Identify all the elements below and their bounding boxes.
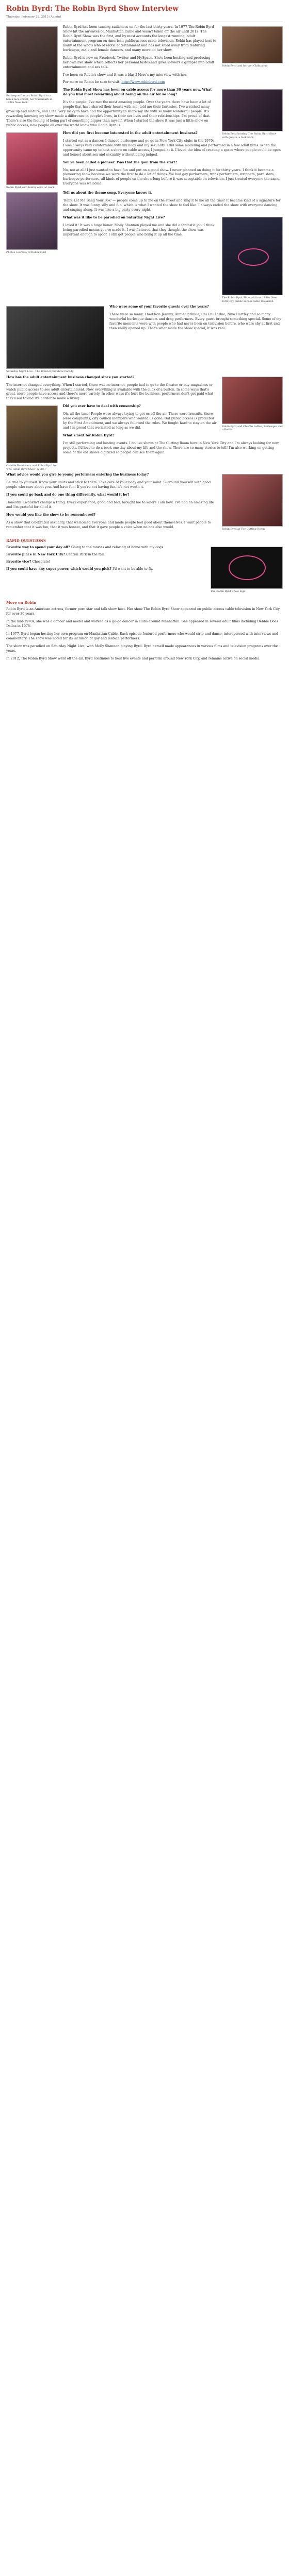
figure-6 xyxy=(222,217,283,303)
figure-caption: Robin Byrd with bunny ears, at work xyxy=(6,185,55,189)
figure-caption: Robin Byrd and her pet Chihuahua xyxy=(222,64,268,68)
logo-ring xyxy=(229,555,266,580)
question-text: What was it like to be parodied on Saturday Night Live? xyxy=(63,216,165,220)
photo-show-guests xyxy=(222,89,283,131)
figure-caption: Burlesque Dancer Robin Byrd in a black lace corset, her trademark in 1980s New York. xyxy=(6,94,53,105)
bio-paragraph: In 1977, Byrd began hosting her own program on Manhattan Cable. Each episode featured performers who would strip and dance, interspersed with interviews and commentary. The show was noted for its inclusion of gay and lesbian performers. xyxy=(6,632,279,640)
figure-caption: Photos courtesy of Robin Byrd xyxy=(6,251,46,255)
photo-chihuahua xyxy=(222,26,283,63)
rapid-question: Favorite way to spend your day off? xyxy=(6,545,71,549)
question-text: You've been called a pioneer. Was that the goal from the start? xyxy=(63,160,178,164)
answer-text: The internet changed everything. When I started, there was no internet, people had to go to the theater or buy magazines or watch public access to see adult entertainment. Now everything is available with the click of a button. In some ways that's great, more people have access and there's more variety. In other ways it's hurt the business, performers don't get paid what they used to and it's harder to make a living. xyxy=(6,383,214,401)
answer-text: 'Baby, Let Me Bang Your Box' — people come up to me on the street and sing it to me all the time! It became kind of a signature for the show. It was funny, silly and fun, which is what I wanted the show to feel like. I always ended the show with everyone dancing and singing along. It was like a big party every night. xyxy=(63,199,281,212)
question-text: How did you first become interested in the adult entertainment business? xyxy=(63,131,198,135)
article-title: Robin Byrd: The Robin Byrd Show Interview xyxy=(6,5,179,13)
rapid-question: Favorite place in New York City? xyxy=(6,552,66,556)
show-logo xyxy=(238,248,269,266)
rapid-answer: Chocolate! xyxy=(32,560,51,564)
figure-11 xyxy=(211,547,283,594)
link-pre: For more on Robin be sure to visit: xyxy=(63,80,121,84)
rapid-answer: Going to the movies and relaxing at home with my dogs. xyxy=(71,545,165,549)
photo-chi-chi-larue xyxy=(222,377,283,424)
figure-1 xyxy=(6,26,58,105)
figure-9 xyxy=(6,405,58,471)
answer-text: It's the people. I've met the most amazing people. Over the years there have been a lot of people that have shared their hearts with me, told me their fantasies, I've watched many grow up and mature, and I feel very lucky to have had the opportunity to share my life with so many wonderful people. It's rewarding knowing my show made a difference in people's lives, in their sex lives and their relationships. I'm proud of that. There's also the feeling of being part of something bigger than myself. When I started the show it was just a little show on public access, now people all over the world know who Robin Byrd is. xyxy=(6,100,211,127)
question-text: How has the adult entertainment business changed since you started? xyxy=(6,375,135,379)
photo-show-ad xyxy=(222,217,283,295)
question-text: If you could go back and do one thing differently, what would it be? xyxy=(6,493,130,497)
figure-caption: Camille Boudreaux and Robin Byrd for 'The Robin Byrd Show' (2005) xyxy=(6,464,57,471)
photo-bunny-ears xyxy=(6,132,58,185)
bio-heading: More on Robin xyxy=(6,600,37,605)
figure-caption: Saturday Night Live - The Robin Byrd Show Parody xyxy=(6,370,74,374)
answer-text: I started out as a dancer. I danced burlesque and go-go in New York City clubs in the 1970s. I was always very comfortable with my body and my sexuality. I did some modeling and performed in a few adult films. When the opportunity came up to host a show on cable access, I jumped at it. I loved the idea of creating a space where people could be open and honest about sex and sexuality without being judged. xyxy=(63,139,281,157)
bio-paragraph: In the mid-1970s, she was a dancer and model and worked as a go-go dancer in clubs around Manhattan. She appeared in several adult films including Debbie Does Dallas in 1978. xyxy=(6,620,278,629)
answer-text: I loved it! It was a huge honor. Molly Shannon played me and she did a fantastic job. I think being parodied means you've made it. I was flattered that they thought the show was important enough to spoof. I still get people who bring it up all the time. xyxy=(63,224,215,236)
figure-10 xyxy=(222,474,283,531)
article-date: Thursday, February 28, 2013 (Admin) xyxy=(6,15,61,19)
figure-5 xyxy=(6,192,58,255)
question-text: Did you ever have to deal with censorship? xyxy=(63,404,141,409)
answer-text: Be true to yourself. Know your limits and stick to them. Take care of your body and your mind. Surround yourself with good people who care about you. And have fun! If you're not having fun, it's not worth it. xyxy=(6,481,211,489)
figure-2 xyxy=(222,26,283,68)
bio-section xyxy=(6,607,283,661)
question-text: Who were some of your favorite guests over the years? xyxy=(109,305,209,309)
question-text: What advice would you give to young performers entering the business today? xyxy=(6,473,149,477)
figure-caption: Robin Byrd hosting The Robin Byrd Show with guests, a look back xyxy=(222,132,277,139)
figure-3 xyxy=(222,89,283,139)
answer-text: There were so many. I had Ron Jeremy, Annie Sprinkle, Chi Chi LaRue, Nina Hartley and so many wonderful burlesque dancers and drag performers. Every guest brought something special. Some of my favorite moments were with people who had never been on television before, who were shy at first and then really opened up. That's what made the show special, it was real. xyxy=(109,313,281,330)
article-body xyxy=(0,22,289,662)
bio-paragraph: The show was parodied on Saturday Night Live, with Molly Shannon playing Byrd. Byrd herself made appearances in various films and television programs over the years. xyxy=(6,644,278,653)
intro-paragraph: Robin Byrd is now on Facebook, Twitter and MySpace. She's been hosting and producing her own live show which reflects her personal tastes and gives viewers a glimpse into adult entertainment and sex talk. xyxy=(63,56,214,69)
answer-text: As a show that celebrated sexuality, that welcomed everyone and made people feel good about themselves. I want people to remember that it was fun, that it was honest, and that it gave people a voice when no one else would. xyxy=(6,520,211,529)
photo-camille xyxy=(6,405,58,463)
intro-paragraph: Robin Byrd has been turning audiences on for the last thirty years. In 1977 The Robin Byrd Show hit the airwaves on Manhattan Cable and wasn't taken off the air until 2012. The Robin Byrd Show was the first, and by most accounts the longest running, adult entertainment program on American public access cable television. Robin has played host to many of the who's who of erotic entertainment and has not shied away from featuring burlesque, male and female dancers, and many more on her show. xyxy=(63,25,216,52)
figure-caption: The Robin Byrd Show logo xyxy=(211,589,246,593)
rapid-question: Favorite vice? xyxy=(6,560,31,564)
rapid-question: If you could have any super power, which would you pick? xyxy=(6,567,111,571)
photo-corset xyxy=(6,26,58,93)
website-link[interactable]: http://www.robinbyrd.com xyxy=(121,80,165,84)
answer-text: Oh, all the time! People were always trying to get us off the air. There were lawsuits, there were complaints, city council members who wanted us gone. But public access is protected by the First Amendment, and we always followed the rules. We fought hard to stay on the air and I'm proud that we lasted as long as we did. xyxy=(63,412,217,430)
answer-text: I'm still performing and hosting events. I do live shows at The Cutting Room here in New York City and I'm always looking for new projects. I'd love to do a book one day about my life and the show. There are so many stories to tell! I'm also working on getting some of the old shows digitized so people can see them again. xyxy=(63,441,279,454)
question-text: How would you like the show to be remembered? xyxy=(6,513,95,517)
photo-show-logo xyxy=(211,547,283,589)
figure-caption: The Robin Byrd Show ad from 1990s New York City public access cable television xyxy=(222,296,277,303)
question-text: Tell us about the theme song. Everyone knows it. xyxy=(63,191,152,195)
bio-paragraph: In 2012, The Robin Byrd Show went off the air. Byrd continues to host live events and perform around New York City, and remains active on social media. xyxy=(6,656,261,660)
figure-7 xyxy=(6,306,104,374)
intro-text: I've been on Robin's show and it was a blast! Here's my interview with her. xyxy=(63,73,187,77)
answer-text: Honestly, I wouldn't change a thing. Every experience, good and bad, brought me to where I am now. I've had an amazing life and I'm grateful for all of it. xyxy=(6,501,214,510)
figure-caption: Robin Byrd at The Cutting Room xyxy=(222,528,265,531)
rapid-fire-heading: RAPID QUESTIONS xyxy=(6,538,46,543)
question-text: The Robin Byrd Show has been on cable access for more than 30 years now. What do you find most rewarding about being on the air for so long? xyxy=(63,88,212,97)
photo-snl-parody xyxy=(6,306,104,369)
bio-paragraph: Robin Byrd is an American actress, former porn star and talk show host. Her show The Robin Byrd Show appeared on public access cable television in New York City for over 30 years. xyxy=(6,607,280,616)
photo-courtesy xyxy=(6,192,58,250)
photo-cutting-room xyxy=(222,474,283,527)
question-text: What's next for Robin Byrd? xyxy=(63,434,115,438)
rapid-answer: Central Park in the fall. xyxy=(66,552,105,556)
rapid-answer: I'd want to be able to fly. xyxy=(112,567,153,571)
answer-text: No, not at all! I just wanted to have fun and put on a good show. I never planned on doing it for thirty years. I think it became a pioneering show because we were the first to do a lot of things. We had gay performers, trans performers, strippers, porn stars, burlesque performers, all kinds of people on the show long before it was acceptable on television. I just treated everyone the same. Everyone was welcome. xyxy=(63,168,281,186)
figure-8 xyxy=(222,377,283,432)
figure-caption: Robin Byrd and Chi Chi LaRue, Burlesque and a Bottle xyxy=(222,425,283,432)
figure-4 xyxy=(6,132,58,190)
